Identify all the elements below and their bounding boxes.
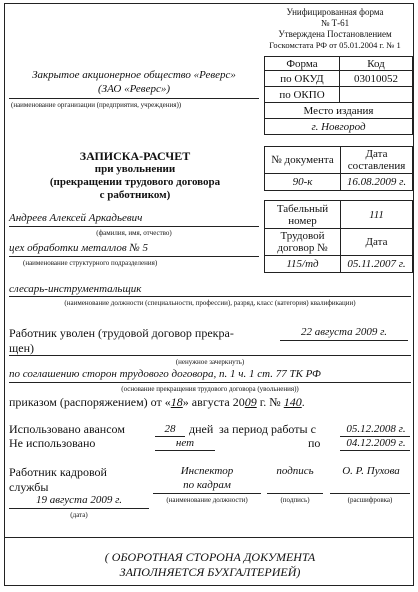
doc-number-label: № документа [264, 146, 341, 174]
employee-name-underline [9, 226, 259, 227]
service-line2: службы [9, 480, 49, 494]
strike-caption: (ненужное зачеркнуть) [175, 358, 245, 366]
position-underline-line [153, 493, 261, 494]
order-day: 18 [170, 395, 183, 409]
employee-name: Андреев Алексей Аркадьевич [9, 212, 143, 224]
not-used-value: нет [175, 437, 195, 449]
contract-number-value: 115/тд [264, 255, 341, 273]
order-number: 140 [283, 395, 302, 409]
okpo-value [339, 86, 413, 103]
department-caption: (наименование структурного подразделения) [23, 259, 158, 267]
organization-caption: (наименование организации (предприятия, учреждения)) [11, 101, 182, 109]
dismissal-underline [9, 355, 411, 356]
dismissal-basis: по соглашению сторон трудового договора, п. 1 ч. 1 ст. 77 ТК РФ [9, 368, 321, 380]
not-used-underline [155, 450, 215, 451]
signature-date: 19 августа 2009 г. [35, 494, 123, 506]
form-header-line4: Госкомстата РФ от 05.01.2004 г. № 1 [269, 40, 401, 50]
form-header-line1: Унифицированная форма [286, 7, 384, 17]
days-label: дней [189, 422, 214, 436]
decoding-caption: (расшифровка) [347, 496, 393, 504]
reverse-separator [5, 537, 413, 538]
organization-name-line1: Закрытое акционерное общество «Реверс» [32, 69, 236, 81]
document-title: ЗАПИСКА-РАСЧЕТ [79, 149, 191, 163]
doc-number-value: 90-к [264, 173, 341, 191]
to-label: по [308, 436, 321, 450]
place-value: г. Новгород [264, 118, 413, 135]
position-caption: (наименование должности (специальности, профессии), разряд, класс (категория) квалификации) [64, 299, 356, 307]
okud-value: 03010052 [339, 70, 413, 87]
basis-caption: (основание прекращения трудового договора (увольнения)) [121, 385, 299, 393]
doc-date-label: Дата составления [340, 146, 413, 174]
period-to-underline [340, 450, 410, 451]
contract-date-label: Дата [340, 228, 413, 256]
period-label: за период работы с [219, 422, 316, 436]
contract-date-value: 05.11.2007 г. [340, 255, 413, 273]
used-label: Использовано авансом [9, 422, 125, 436]
organization-underline [9, 98, 259, 99]
order-year: 09 [244, 395, 257, 409]
contract-number-label: Трудовой договор № [264, 228, 341, 256]
organization-name-line2: (ЗАО «Реверс») [97, 83, 170, 95]
tab-number-value: 111 [340, 200, 413, 229]
dismissal-text-line1: Работник уволен (трудовой договор прекра- [9, 326, 234, 340]
form-header-line2: № Т-61 [320, 18, 350, 28]
used-days: 28 [164, 423, 176, 435]
inspector-position-line2: по кадрам [183, 479, 231, 491]
codes-code-label: Код [339, 56, 413, 71]
inspector-position-line1: Инспектор [180, 465, 234, 477]
position-name: слесарь-инструментальщик [9, 283, 142, 295]
signature-date-underline [9, 508, 149, 509]
date-caption: (дата) [70, 511, 88, 519]
title-line3: (прекращении трудового договора [49, 176, 221, 188]
tab-number-label: Табельный номер [264, 200, 341, 229]
not-used-label: Не использовано [9, 436, 96, 450]
position-underline [9, 296, 411, 297]
service-line1: Работник кадровой [9, 465, 107, 479]
order-line: приказом (распоряжением) от «18» августа 2009 г. № 140. [9, 395, 305, 409]
signature-decoding: О. Р. Пухова [342, 465, 400, 477]
reverse-note-line1: ( ОБОРОТНАЯ СТОРОНА ДОКУМЕНТА [104, 550, 316, 564]
basis-underline [9, 382, 411, 383]
title-line4: с работником) [99, 189, 171, 201]
sign-caption: (подпись) [280, 496, 310, 504]
title-line2: при увольнении [94, 163, 176, 175]
reverse-note-line2: ЗАПОЛНЯЕТСЯ БУХГАЛТЕРИЕЙ) [119, 565, 301, 579]
codes-form-label: Форма [264, 56, 340, 71]
place-label: Место издания [264, 102, 413, 119]
department-underline [9, 256, 259, 257]
decoding-underline-line [330, 493, 410, 494]
employee-name-caption: (фамилия, имя, отчество) [96, 229, 172, 237]
dismissal-text-line2: щен) [9, 341, 34, 355]
form-header-line3: Утверждена Постановлением [278, 29, 392, 39]
document-page [4, 3, 414, 586]
dismissal-date: 22 августа 2009 г. [300, 326, 388, 338]
dismissal-date-underline [280, 340, 408, 341]
okpo-label: по ОКПО [264, 86, 340, 103]
department-name: цех обработки металлов № 5 [9, 242, 148, 254]
okud-label: по ОКУД [264, 70, 340, 87]
period-from: 05.12.2008 г. [346, 423, 406, 435]
period-to: 04.12.2009 г. [346, 437, 406, 449]
sign-underline-line [267, 493, 323, 494]
doc-date-value: 16.08.2009 г. [340, 173, 413, 191]
position-caption: (наименование должности) [166, 496, 248, 504]
signature-mark: подпись [276, 465, 314, 477]
